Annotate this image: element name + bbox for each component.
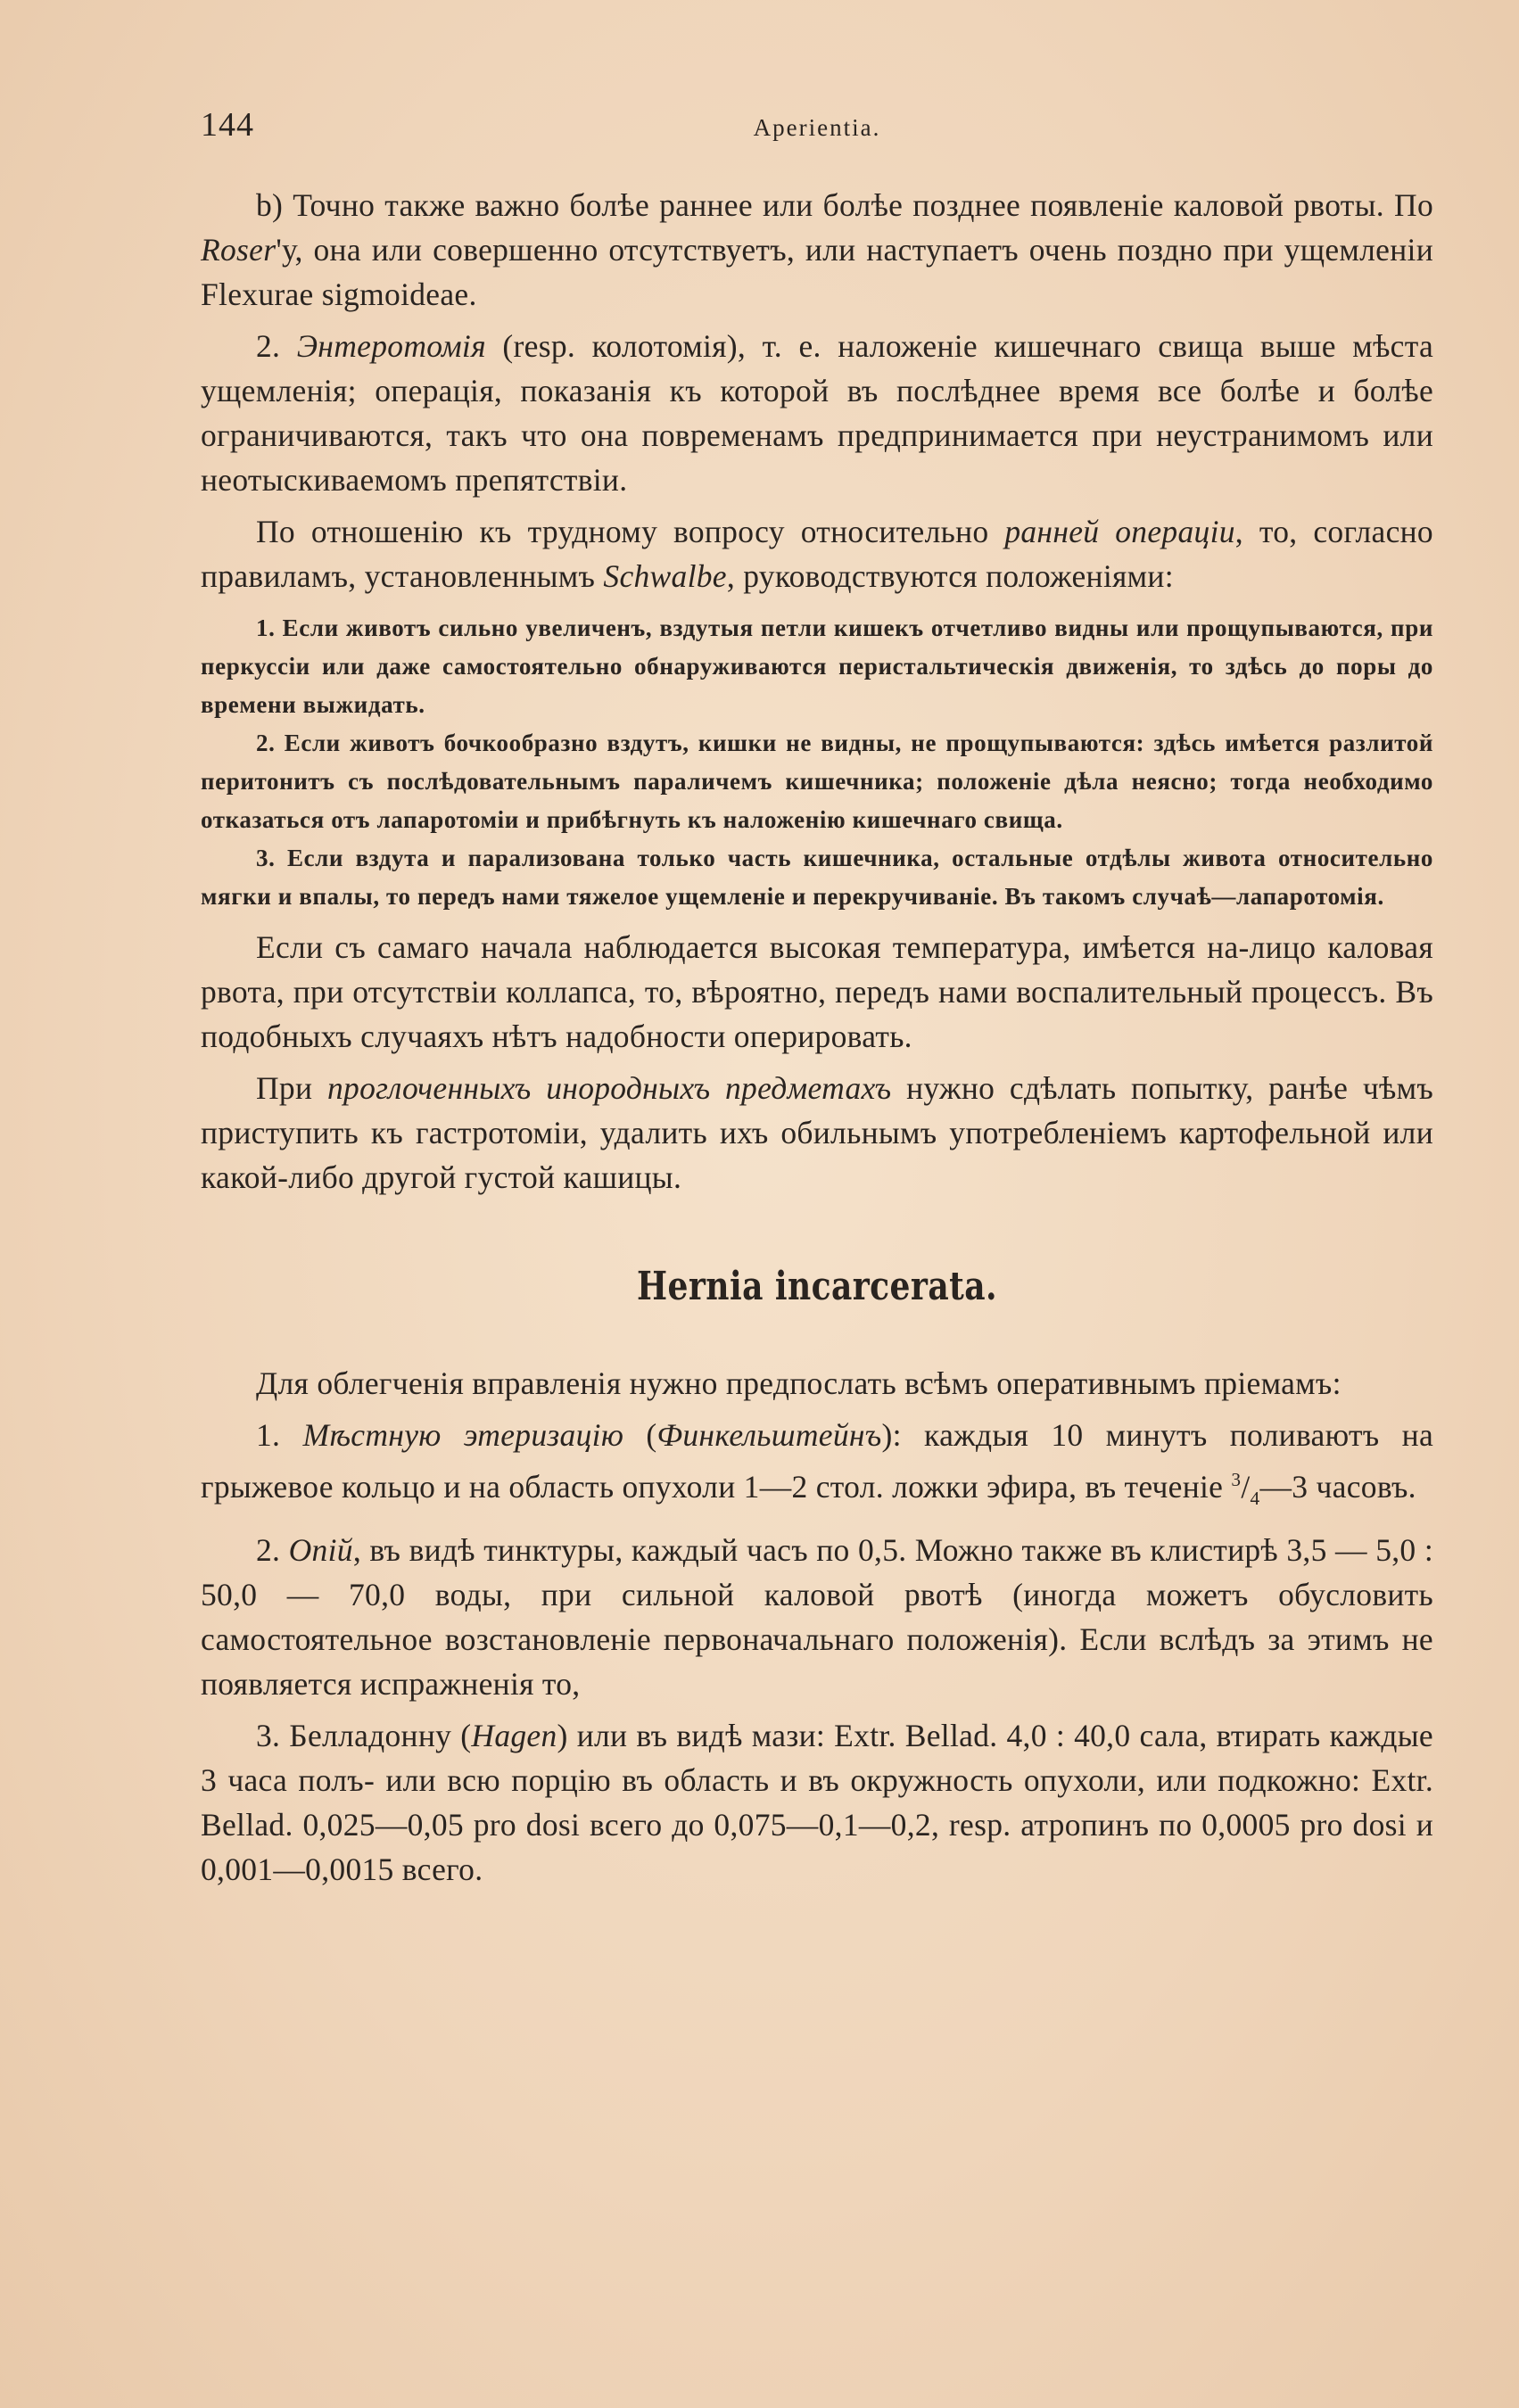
paragraph-5: При проглоченныхъ инородныхъ предметахъ нужно сдѣлать попытку, ранѣе чѣмъ приступить къ гастротоміи, удалить ихъ обильнымъ употребленіемъ картофельной или какой-либо другой густой кашицы. (201, 1070, 1433, 1195)
small-item-1: 1. Если животъ сильно увеличенъ, вздутыя петли кишекъ отчетливо видны или прощупываются, при перкуссіи или даже самостоятельно обнаруживаются перистальтическія движенія, то здѣсь до поры до времени выжидать. (201, 614, 1433, 718)
term-enterotomy: Энтеротомія (296, 328, 486, 364)
paragraph-4: Если съ самаго начала наблюдается высокая температура, имѣется на-лицо каловая рвота, при отсутствіи коллапса, то, вѣроятно, передъ нами воспалительный процессъ. Въ подобныхъ случаяхъ нѣтъ надобности оперировать. (201, 929, 1433, 1054)
term-opium: Опій (288, 1531, 353, 1568)
small-item-3: 3. Если вздута и парализована только часть кишечника, остальные отдѣлы живота относительно мягки и впалы, то передъ нами тяжелое ущемленіе и перекручиваніе. Въ такомъ случаѣ—лапаротомія. (201, 845, 1433, 910)
section-title: Hernia incarcerata. (637, 1264, 997, 1309)
page-number: 144 (201, 106, 254, 144)
paragraph-9: 3. Белладонну (Hagen) или въ видѣ мази: Extr. Bellad. 4,0 : 40,0 сала, втирать каждые 3 часа полъ- или всю порцію въ область и въ окружность опухоли, или подкожно: Extr. Bellad. 0,025—0,05 pro dosi всего до 0,075—0,1—0,2, resp. атропинъ по 0,0005 pro dosi и 0,001—0,0015 всего. (201, 1717, 1433, 1887)
paragraph-3: По отношенію къ трудному вопросу относительно ранней операціи, то, согласно правиламъ, установленнымъ Schwalbe, руководствуются положеніями: (201, 514, 1433, 594)
paragraph-2: 2. Энтеротомія (resp. колотомія), т. е. наложеніе кишечнаго свища выше мѣста ущемленія; операція, показанія къ которой въ послѣднее время все болѣе и болѣе ограничиваются, такъ что она повременамъ предпринимается при неустранимомъ или неотыскиваемомъ препятствіи. (201, 328, 1434, 498)
paragraph-8: 2. Опій, въ видѣ тинктуры, каждый часъ по 0,5. Можно также въ клистирѣ 3,5 — 5,0 : 50,0 — 70,0 воды, при сильной каловой рвотѣ (иногда можетъ обусловить самостоятельное возстановленіе первоначальнаго положенія). Если вслѣдъ за этимъ не появляется испражненія то, (201, 1531, 1433, 1702)
page-body (201, 183, 1433, 1899)
small-item-2: 2. Если животъ бочкообразно вздутъ, кишки не видны, не прощупываются: здѣсь имѣется разлитой перитонитъ съ послѣдовательнымъ параличемъ кишечника; положеніе дѣла неясно; тогда необходимо отказаться отъ лапаротоміи и прибѣгнуть къ наложенію кишечнаго свища. (201, 730, 1433, 833)
paragraph-b: b) Точно также важно болѣе раннее или болѣе позднее появленіе каловой рвоты. По Roser'у, она или совершенно отсутствуетъ, или наступаетъ очень поздно при ущемленіи Flexurae sigmoideae. (201, 187, 1433, 312)
paragraph-7: 1. Мѣстную этеризацію (Финкельштейнъ): каждыя 10 минутъ поливаютъ на грыжевое кольцо и на область опухоли 1—2 стол. ложки эфира, въ теченіе $^3/_4—3$ часовъ. (201, 1417, 1434, 1509)
author-roser: Roser (201, 232, 277, 268)
page-header (201, 105, 1433, 159)
term-early-operation: ранней операціи (1004, 514, 1235, 549)
author-schwalbe: Schwalbe (603, 558, 727, 594)
term-foreign-bodies: проглоченныхъ инородныхъ предметахъ (327, 1070, 892, 1106)
author-hagen: Hagen (471, 1717, 557, 1753)
running-title: Aperientia. (753, 114, 881, 141)
author-finkelstein: Финкельштейнъ (656, 1417, 882, 1453)
paragraph-6: Для облегченія вправленія нужно предпослать всѣмъ оперативнымъ пріемамъ: (256, 1365, 1342, 1401)
fraction-numerator: 3 (1231, 1469, 1242, 1490)
term-local-etherization: Мѣстную этеризацію (302, 1417, 624, 1453)
fraction-denominator: 4 (1250, 1487, 1260, 1509)
small-print-list (201, 609, 1433, 916)
